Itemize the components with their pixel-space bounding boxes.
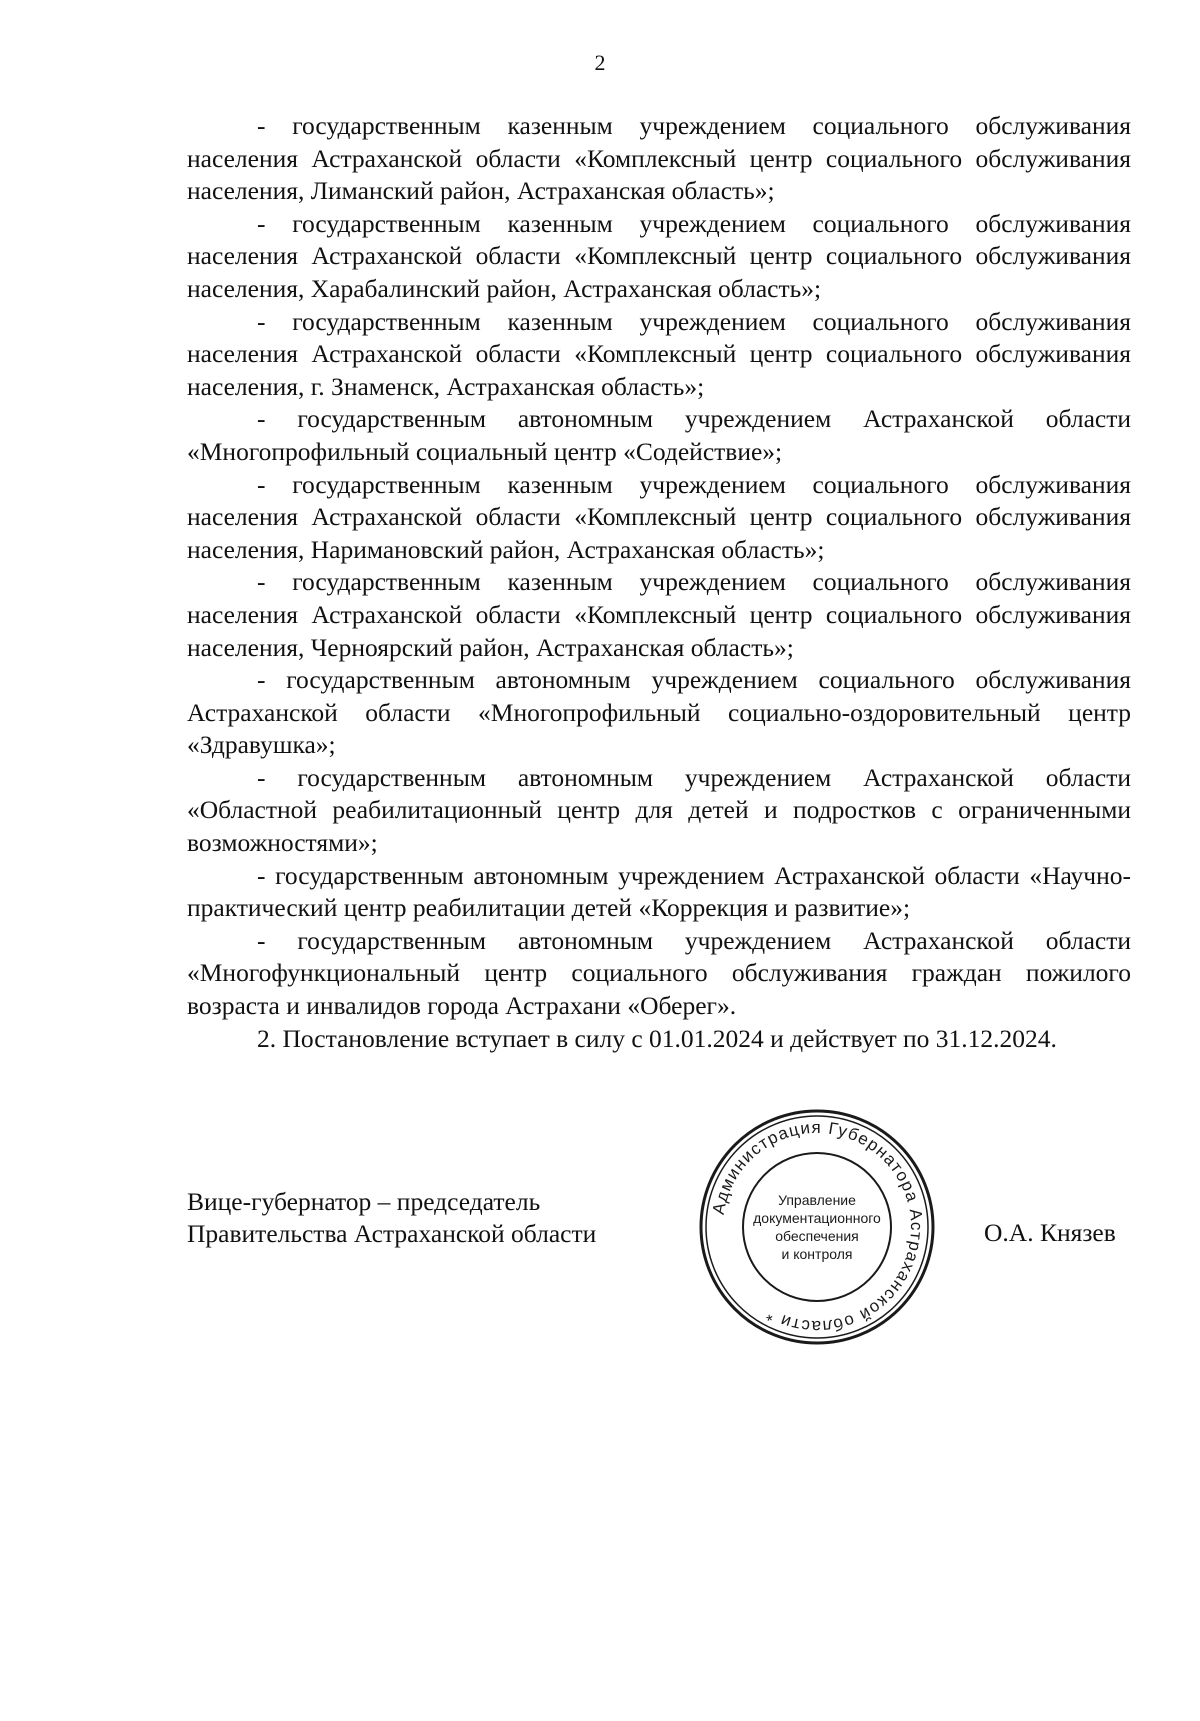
- effective-date-clause: 2. Постановление вступает в силу с 01.01.2024 и действует по 31.12.2024.: [257, 1023, 1057, 1053]
- signer-name: О.А. Князев: [984, 1218, 1116, 1247]
- list-item: - государственным казенным учреждением социального обслуживания населения Астраханской области «Комплексный центр социального обслуживания населения, Харабалинский район, Астраханская область»;: [187, 208, 1131, 303]
- seal-ring-text: Администрация Губернатора Астраханской области *: [708, 1117, 927, 1337]
- signer-title-line-2: Правительства Астраханской области: [187, 1219, 597, 1248]
- list-item: - государственным автономным учреждением Астраханской области «Многофункциональный центр социального обслуживания граждан пожилого возраста и инвалидов города Астрахани «Оберег».: [187, 925, 1131, 1021]
- official-seal-stamp: [697, 1107, 937, 1347]
- list-item: - государственным автономным учреждением социального обслуживания Астраханской области «Многопрофильный социально-оздоровительный центр «Здравушка»;: [187, 665, 1131, 760]
- list-item: - государственным казенным учреждением социального обслуживания населения Астраханской области «Комплексный центр социального обслуживания населения, Лиманский район, Астраханская область»;: [187, 111, 1131, 206]
- list-item: - государственным казенным учреждением социального обслуживания населения Астраханской области «Комплексный центр социального обслуживания населения, г. Знаменск, Астраханская область»;: [187, 306, 1131, 401]
- seal-center-line-4: и контроля: [781, 1246, 853, 1262]
- signer-title-line-1: Вице-губернатор – председатель: [187, 1187, 541, 1216]
- seal-center-line-1: Управление: [778, 1192, 856, 1208]
- list-item: - государственным казенным учреждением социального обслуживания населения Астраханской области «Комплексный центр социального обслуживания населения, Черноярский район, Астраханская область»;: [187, 567, 1131, 662]
- document-body: [187, 110, 1131, 1055]
- signer-title: [187, 1186, 596, 1250]
- page-number: 2: [594, 50, 606, 75]
- list-item: - государственным автономным учреждением Астраханской области «Научно-практический центр реабилитации детей «Коррекция и развитие»;: [187, 860, 1131, 923]
- list-item: - государственным автономным учреждением Астраханской области «Областной реабилитационный центр для детей и подростков с ограниченными возможностями»;: [187, 762, 1131, 858]
- seal-center-text: [697, 1107, 937, 1347]
- list-item: - государственным автономным учреждением Астраханской области «Многопрофильный социальный центр «Содействие»;: [187, 404, 1131, 466]
- seal-center-line-2: документационного: [753, 1210, 881, 1226]
- list-item: - государственным казенным учреждением социального обслуживания населения Астраханской области «Комплексный центр социального обслуживания населения, Наримановский район, Астраханская область»;: [187, 469, 1131, 564]
- seal-center-line-3: обеспечения: [775, 1228, 859, 1244]
